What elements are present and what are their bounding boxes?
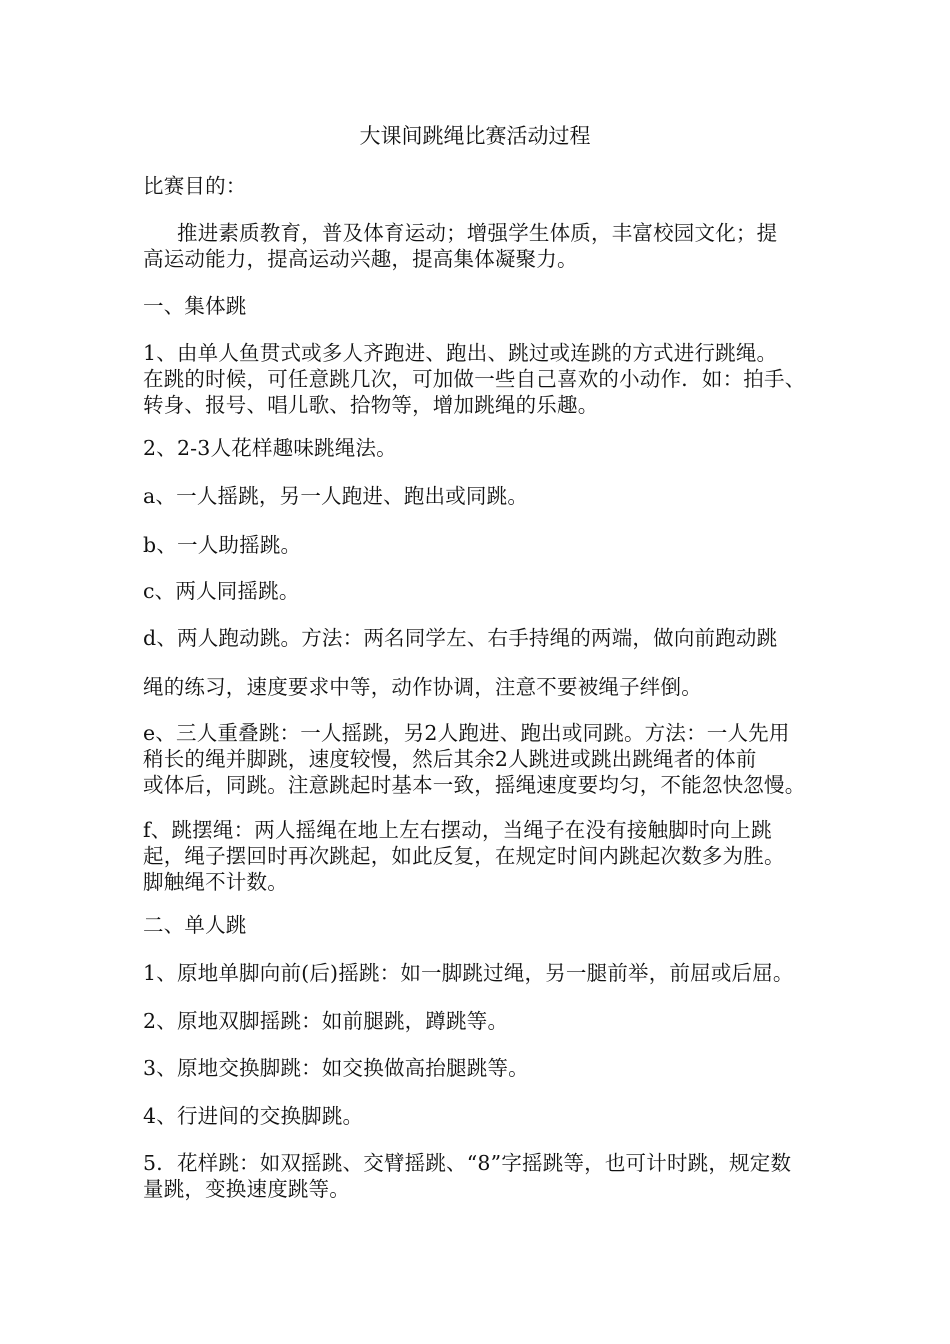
single-item-3: 3、原地交换脚跳：如交换做高抬腿跳等。	[143, 1056, 529, 1080]
item-f-line: 脚触绳不计数。	[143, 870, 288, 894]
item-e-paragraph	[143, 720, 833, 798]
single-item-1: 1、原地单脚向前(后)摇跳：如一脚跳过绳，另一腿前举，前屈或后屈。	[143, 961, 794, 985]
item-f-paragraph	[143, 817, 833, 895]
item1-line: 在跳的时候，可任意跳几次，可加做一些自己喜欢的小动作．如：拍手、	[143, 367, 806, 391]
item-c-paragraph: c、两人同摇跳。	[143, 579, 300, 603]
item-e-line: 或体后，同跳。注意跳起时基本一致，摇绳速度要均匀，不能忽快忽慢。	[143, 773, 806, 797]
item-d-line1: d、两人跑动跳。方法：两名同学左、右手持绳的两端，做向前跑动跳	[143, 626, 778, 650]
item-e-line: e、三人重叠跳：一人摇跳，另2人跑进、跑出或同跳。方法：一人先用	[143, 721, 790, 745]
item-e-line: 稍长的绳并脚跳，速度较慢，然后其余2人跳进或跳出跳绳者的体前	[143, 747, 757, 771]
purpose-paragraph	[143, 220, 833, 272]
item-d-line2: 绳的练习，速度要求中等，动作协调，注意不要被绳子绊倒。	[143, 675, 702, 699]
item-f-line: 起，绳子摆回时再次跳起，如此反复，在规定时间内跳起次数多为胜。	[143, 844, 785, 868]
single-item-2: 2、原地双脚摇跳：如前腿跳，蹲跳等。	[143, 1009, 509, 1033]
item-a-paragraph: a、一人摇跳，另一人跑进、跑出或同跳。	[143, 484, 529, 508]
single-item-5-line: 量跳，变换速度跳等。	[143, 1177, 350, 1201]
single-item-4: 4、行进间的交换脚跳。	[143, 1104, 364, 1128]
single-item-5-line: 5．花样跳：如双摇跳、交臂摇跳、“8”字摇跳等，也可计时跳，规定数	[143, 1151, 792, 1175]
purpose-line: 高运动能力，提高运动兴趣，提高集体凝聚力。	[143, 247, 578, 271]
purpose-line: 推进素质教育，普及体育运动；增强学生体质，丰富校园文化；提	[177, 221, 778, 245]
section2-heading: 二、单人跳	[143, 913, 247, 937]
item-b-paragraph: b、一人助摇跳。	[143, 533, 302, 557]
item2-paragraph: 2、2-3人花样趣味跳绳法。	[143, 436, 397, 460]
purpose-heading: 比赛目的：	[143, 174, 247, 198]
document-title: 大课间跳绳比赛活动过程	[359, 124, 591, 148]
item1-line: 转身、报号、唱儿歌、拾物等，增加跳绳的乐趣。	[143, 393, 599, 417]
item1-line: 1、由单人鱼贯式或多人齐跑进、跑出、跳过或连跳的方式进行跳绳。	[143, 341, 778, 365]
single-item-5-paragraph	[143, 1150, 833, 1202]
item1-paragraph	[143, 340, 833, 418]
item-f-line: f、跳摆绳：两人摇绳在地上左右摆动，当绳子在没有接触脚时向上跳	[143, 818, 772, 842]
section1-heading: 一、集体跳	[143, 294, 247, 318]
